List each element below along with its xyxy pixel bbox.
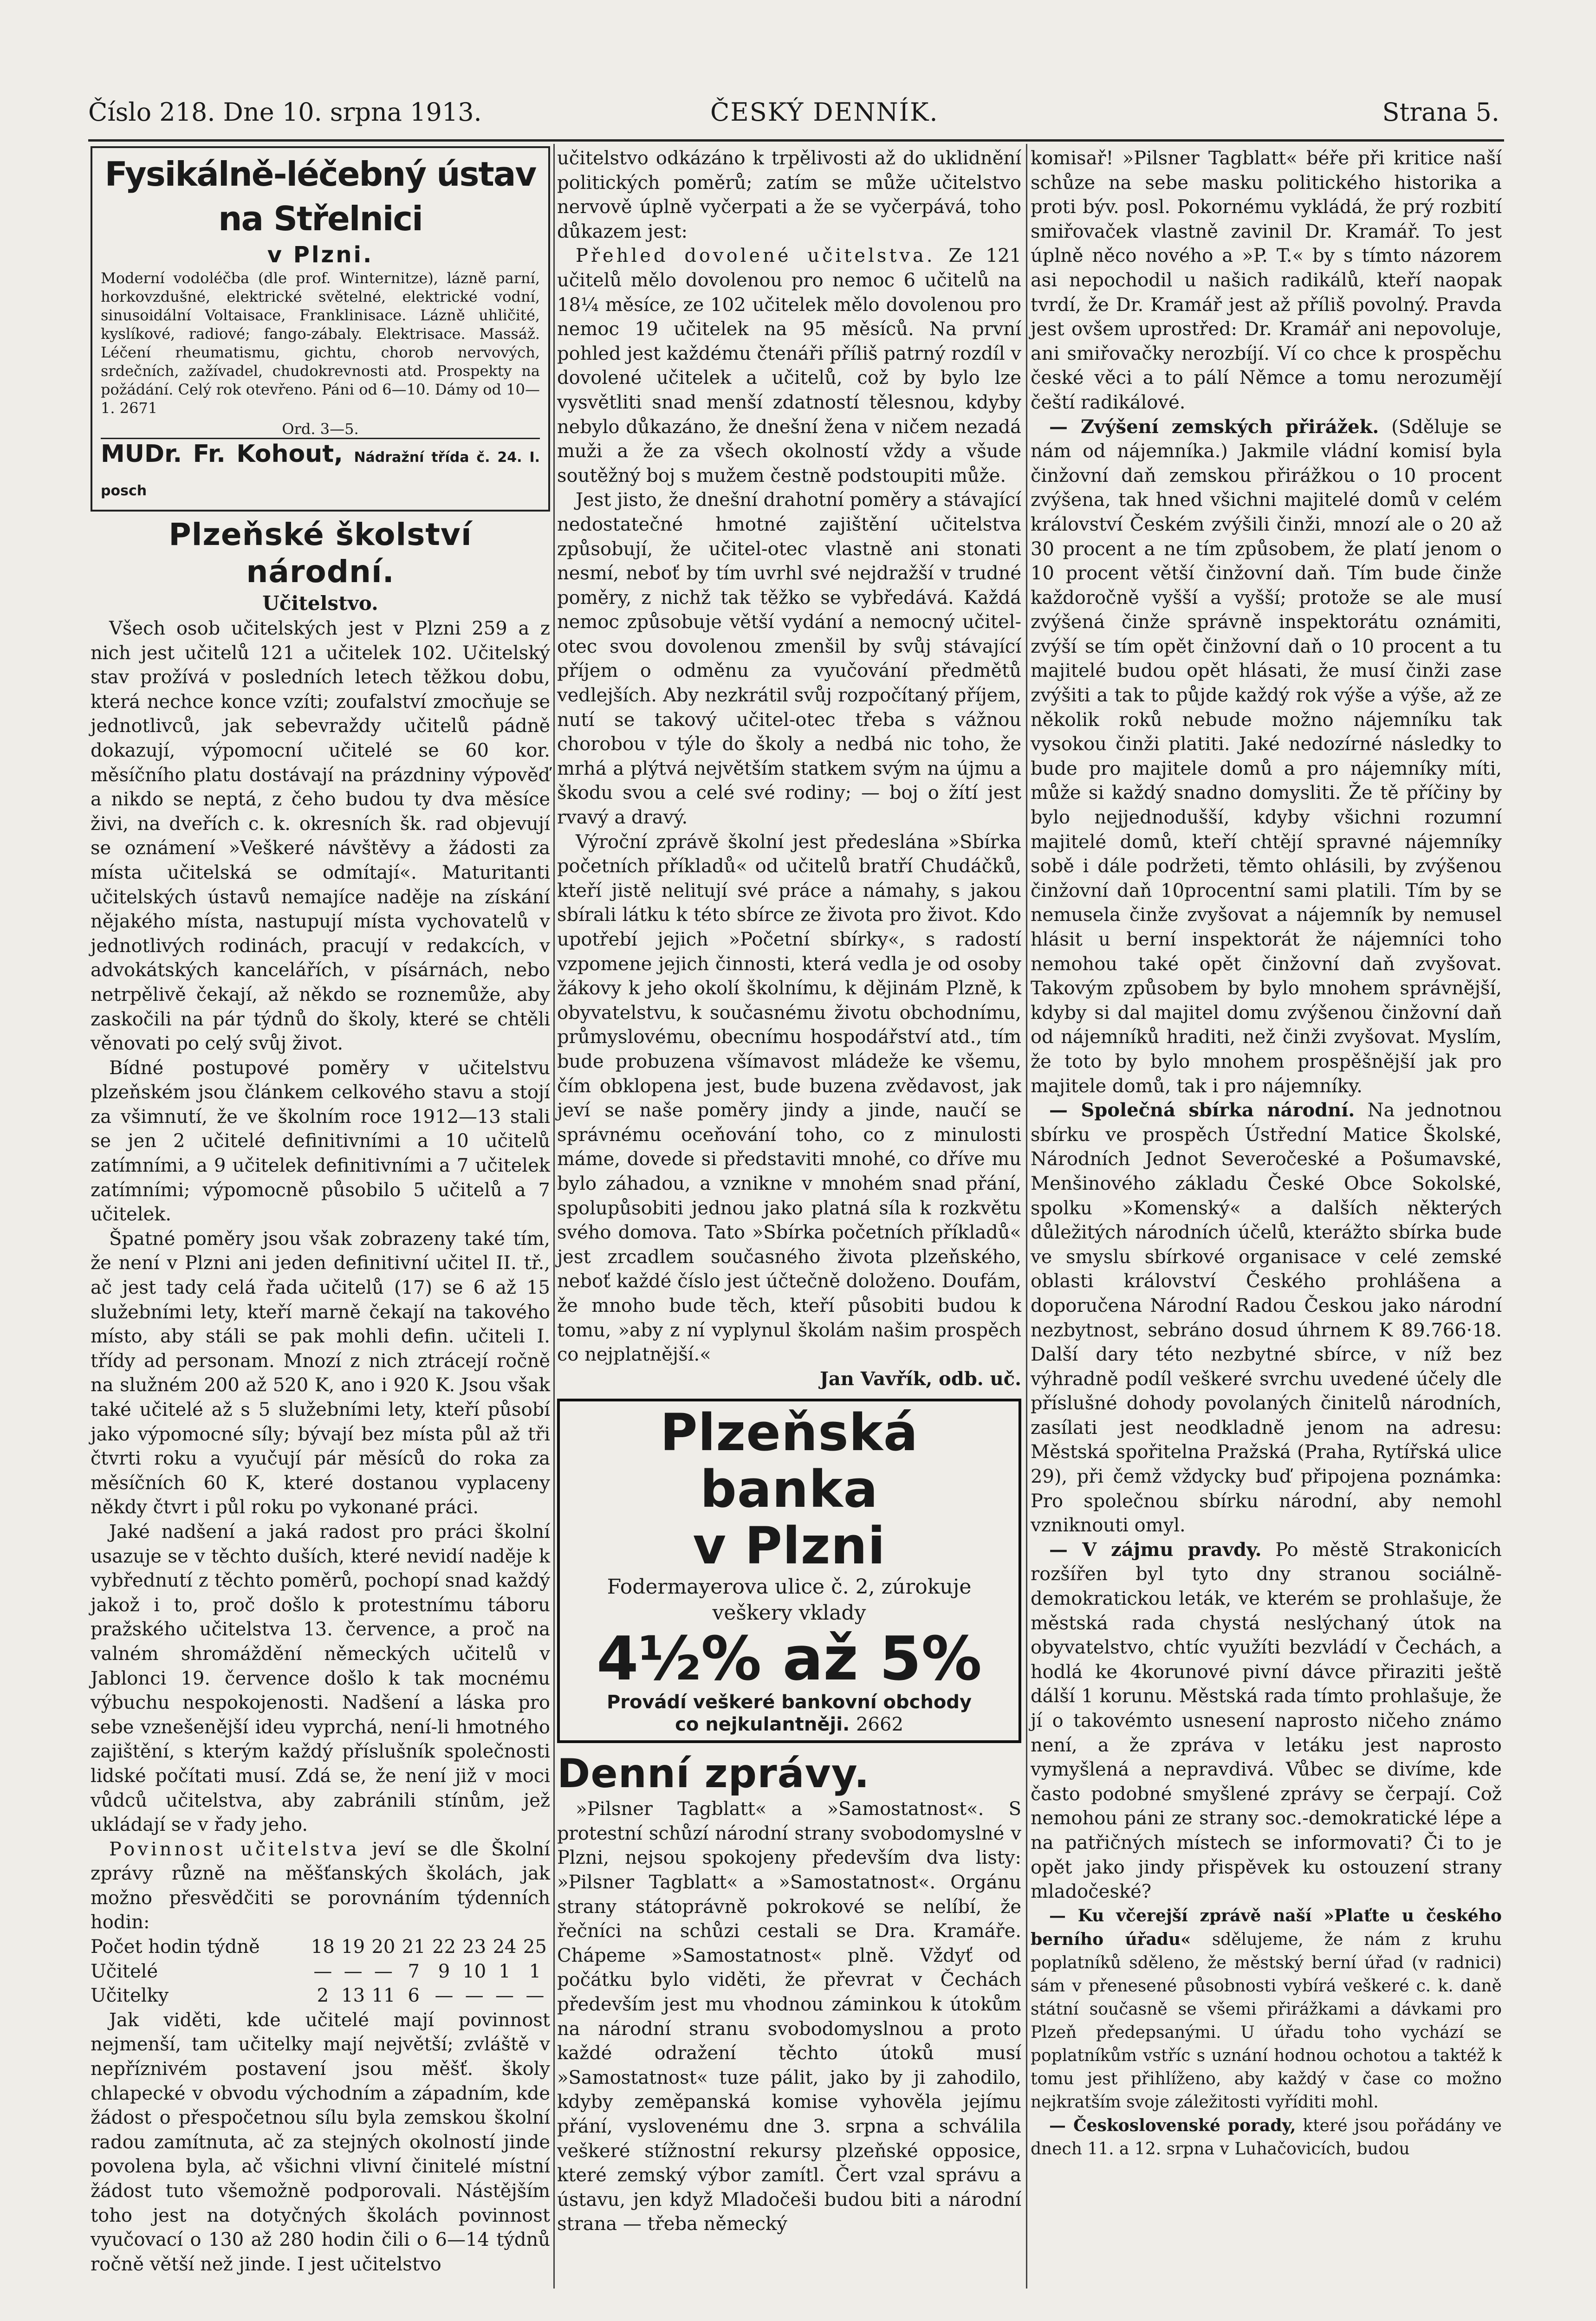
ad-title: Fysikálně-léčebný ústav na Střelnici — [104, 155, 536, 238]
column-2 — [557, 146, 1021, 2237]
bank-city: v Plzni — [693, 1516, 886, 1576]
bank-deposits: veškery vklady — [712, 1601, 866, 1625]
ad-hours: Ord. 3—5. — [282, 420, 359, 438]
section-title-news: Denní zprávy. — [557, 1750, 870, 1797]
section-subtitle: Učitelstvo. — [262, 592, 378, 615]
article-paragraph: Povinnost učitelstva jeví se dle Školní zprávy různě na měšťanských školách, jak možno přesvědčiti se porovnáním týdenních hodin: — [91, 1838, 551, 1933]
article-paragraph: — Společná sbírka národní. Na jednotnou sbírku ve prospěch Ústřední Matice Školské, Národních Jednot Severočeské a Pošumavské, Menšinového základu České Obce Sokolské, spolku »Komenský« a dalších některých důležitých národních účelů, kterážto sbírka bude ve smyslu sbírkové organisace v celé zemské oblasti království Českého prohlášena a doporučena Národní Radou Českou jako národní nezbytnost, sebráno dosud úhrnem K 89.766·18. Další dary této nezbytné sbírce, v níž bez výhradně podíl veškeré svrchu uvedené účely dle příslušné dohody povolaných činitelů národních, zasílati jest neodkladně jenom na adresu: Městská spořitelna Pražská (Praha, Rytířská ulice 29), při čemž vždycky buď připojena poznámka: Pro společnou sbírku národní, aby nemohl vzniknouti omyl. — [1031, 1099, 1502, 1537]
article-paragraph: — Československé porady, které jsou pořádány ve dnech 11. a 12. srpna v Luhačovicích, budou — [1031, 2115, 1502, 2159]
column-1 — [91, 146, 550, 2276]
article-paragraph: komisař! »Pilsner Tagblatt« béře při kritice naší schůze na sebe masku politického historika a proti býv. posl. Pokornému vykládá, že prý rozbití smiřovaček vlastně zavinil Dr. Kramář. To jest úplně něco nového a »P. T.« by s tímto názorem asi nepochodil u našich radikálů, kteří naopak tvrdí, že Dr. Kramář jest až příliš povolný. Pravda jest ovšem uprostřed: Dr. Kramář ani nepovoluje, ani smiřovačky nerozbíjí. Ví co chce k prospěchu české věci a to pálí Němce a tomu nerozumějí čeští radikálové. — [1031, 148, 1502, 413]
bank-services: Provádí veškeré bankovní obchody — [606, 1692, 972, 1713]
column-3 — [1031, 146, 1502, 2161]
newspaper-name: ČESKÝ DENNÍK. — [710, 97, 939, 127]
article-paragraph: Všech osob učitelských jest v Plzni 259 a z nich jest učitelů 121 a učitelek 102. Učitelský stav prožívá v posledních letech těžkou dobu, která nechce konce vzíti; zoufalství zmocňuje se jednotlivců, jak sebevraždy učitelů pádně dokazují, výpomocní učitelé se 60 kor. měsíčního platu dostávají na prázdniny výpověď a nikdo se neptá, z čeho budou ty dva měsíce živi, na dveřích c. k. okresních šk. rad objevují se oznámení »Veškeré návštěvy a žádosti za místa učitelská se odmítají«. Maturitanti učitelských ústavů nemajíce naděje na získání nějakého místa, nastupují místa vychovatelů v jednotlivých rodinách, pracují v redakcích, v advokátských kancelářích, v písárnách, nebo netrpělivě čekají, až někdo se roznemůže, aby zaskočili na pár týdnů do školy, které se chtěli věnovati po celý svůj život. — [91, 618, 550, 1055]
bank-address: Fodermayerova ulice č. 2, zúrokuje — [607, 1575, 972, 1599]
bank-title: Plzeňská banka — [660, 1403, 919, 1519]
article-paragraph: učitelstvo odkázáno k trpělivosti až do uklidnění politických poměrů; zatím se může učitelstvo nervově úplně vyčerpati a že se vyčerpává, toho důkazem jest: — [557, 148, 1021, 242]
spa-advertisement — [91, 146, 550, 512]
table-row: Učitelky 2 13 11 6 — — — — — [91, 1985, 545, 2007]
hours-table — [91, 1935, 550, 2008]
article-paragraph: Špatné poměry jsou však zobrazeny také tím, že není v Plzni ani jeden definitivní učitel II. tř., ač jest tady celá řada učitelů (17) se 6 až 15 služebními lety, kteří marně čekají na takového místo, aby stáli se pak mohli defin. učiteli I. třídy ad personam. Mnozí z nich ztrácejí ročně na služném 200 až 520 K, ano i 920 K. Jsou však také učitelé až s 5 služebními lety, kteří působí jako výpomocné síly; bývají bez místa půl až tři čtvrti roku a vyučují pár měsíců do roka za měsíčních 60 K, které dostanou vyplaceny někdy čtvrt i půl roku po vykonané práci. — [91, 1228, 550, 1518]
article-paragraph: — Zvýšení zemských přirážek. (Sděluje se nám od nájemníka.) Jakmile vládní komisí byla činžovní daň zemskou přirážkou o 10 procent zvýšena, tak hned všichni majitelé domů v celém království Českém zvýšili činži, mnozí ale o 20 až 30 procent a ne tím způsobem, že platí jenom o 10 procent větší činžovní daň. Tím bude činže každoročně vyšší a vyšší; protože se ale musí zvýšená činže správně inspektorátu oznámiti, zvýší se tím opět činžovní daň o 10 procent a tu majitelé budou opět hlásati, že musí činži zase zvýšiti a tak to půjde každý rok výše a výše, až ze několik roků nebude možno nájemníku tak vysokou činži platiti. Jaké nedozírné následky to bude pro majitele domů a pro nájemníky míti, může si každý snadno domysliti. Že tě příčiny by bylo nejjednodušší, kdyby všichni rozumní majitelé domů, kteří chtějí spravné nájemníky sobě i dále podržeti, těmto ohlásili, by zvýšenou činžovní daň 10procentní sami platili. Tím by se nemusela činže zvyšovat a nájemník by nemusel hlásit u berní inspektorát že nájemníci toho nemohou také opět činžovní daň zvyšovat. Takovým způsobem by bylo mnohem správnější, kdyby si dal majitel domu zvýšenou činžovní daň od nájemníků hraditi, než činži zvyšovat. Myslím, že toto by bylo mnohem prospěšnější jak pro majitele domů, tak i pro nájemníky. — [1031, 415, 1502, 1097]
column-rule-1 — [553, 144, 555, 2289]
ad-doctor: MUDr. Fr. Kohout, Nádražní třída č. 24. I. posch — [101, 438, 540, 506]
table-row: Počet hodin týdně 18 19 20 21 22 23 24 25 — [91, 1936, 547, 1958]
section-title-schools: Plzeňské školství národní. — [169, 517, 472, 590]
article-paragraph: Výroční zprávě školní jest předeslána »Sbírka početních příkladů« od učitelů bratří Chudáčků, kteří jistě nelitují své práce a námahy, s jakou sbírali látku k této sbírce ze života pro život. Kdo upotřebí jejich »Početní sbírky«, s radostí vzpomene jejich činnosti, která vedla je od osoby žákovy k jeho okolí školnímu, k dějinám Plzně, k obyvatelstvu, k současnému životu obchodnímu, průmyslovému, obecnímu hospodářství atd., tím bude probuzena všímavost mládeže ke všemu, čím obklopena jest, bude buzena zvědavost, jak jeví se naše poměry jindy a jinde, naučí se správnému oceňování toho, co z minulosti máme, dovede si představiti mnohé, co dříve mu bylo záhadou, a vznikne v mnohém snad přání, spolupůsobiti jednou jako platná síla k rozkvětu svého domova. Tato »Sbírka početních příkladů« jest zrcadlem současného života plzeňského, neboť každé číslo jest účtečně doloženo. Doufám, že mnoho bude těch, kteří působiti budou k tomu, »aby z ní vyplynul školám našim prospěch co nejplatnější.« — [557, 831, 1021, 1366]
page-number: Strana 5. — [1382, 97, 1499, 127]
article-signature: Jan Vavřík, odb. uč. — [819, 1368, 1021, 1390]
article-paragraph: Přehled dovolené učitelstva. Ze 121 učitelů mělo dovolenou pro nemoc 6 učitelů na 18¼ měsíce, ze 102 učitelek mělo dovolenou pro nemoc 19 učitelek na 95 měsíců. Na první pohled jest každému čtenáři příliš patrný rozdíl v dovolené učitelek a učitelů, což by bylo lze vysvětliti snad menší zdatností tělesnou, kdyby nebylo důkazáno, že dnešní žena v ničem nezadá muži a že za všech okolností vždy a všude soutěžný boj s mužem čestně podstoupiti může. — [557, 245, 1021, 486]
article-paragraph: — V zájmu pravdy. Po městě Strakonicích rozšířen byl tyto dny stranou sociálně-demokratickou leták, ve kterém se prohlašuje, že městská rada chystá neslýchaný útok na obyvatelstvo, chtíc využíti bezvládí v Čechách, a hodlá ke 4korunové pivní dávce přiraziti ještě dálší 1 korunu. Městská rada tímto prohlašuje, že jí o takovémto usnesení naprosto ničeho známo není, a že zpráva v letáku jest naprosto vymyšlená a nepravdivá. Vůbec se divíme, kde často podobné smyšlené zprávy se čerpají. Což nemohou páni ze strany soc.-demokratické lépe a na patřičných místech se informovati? Či to je opět jako jindy přispěvek ku ostouzení strany mladočeské? — [1031, 1538, 1502, 1903]
bank-services-2: co nejkulantněji. 2662 — [675, 1714, 903, 1736]
page-header — [88, 93, 1499, 135]
table-row: Učitelé — — — 7 9 10 1 1 — [91, 1960, 541, 1982]
article-paragraph: Jaké nadšení a jaká radost pro práci školní usazuje se v těchto duších, které nevidí naděje k vybřednutí z těchto poměrů, pochopí snad každý jakož i to, proč došlo k protestnímu táboru pražského učitelstva 13. července, a proč na valném shromáždění německých učitelů v Jablonci 19. července došlo k tak mocnému výbuchu nespokojenosti. Nadšení a láska pro sebe vznešenější ideu vyprchá, není-li hmotného zajištění, s kterým každý příslušník společnosti lidské počítati musí. Zdá se, že není již v moci vůdců učitelstva, aby zabránili stínům, jež ukládají se v řady jeho. — [91, 1521, 550, 1836]
article-paragraph: Jest jisto, že dnešní drahotní poměry a stávající nedostatečné hmotné zajištění učitelstva způsobují, že učitel-otec vlastně ani stonati nesmí, neboť by tím uvrhl své nejdražší v trudné poměry, z nichž tak těžko se vybředává. Každá nemoc způsobuje větší vydání a nemocný učitel-otec svou dovolenou zmenšil by svůj stávající příjem o odměnu za vyučování předmětů vedlejších. Aby nezkrátil svůj rozpočítaný příjem, nutí se takový učitel-otec třeba s vážnou chorobou v týle do školy a nedbá nic toho, že mrhá a plýtvá největším statkem svým na újmu a škodu svou a celé své rodiny; — boj o žítí jest rvavý a dravý. — [557, 489, 1021, 829]
article-paragraph: — Ku včerejší zprávě naší »Plaťte u českého berního úřadu« sdělujeme, že nám z kruhu poplatníků sděleno, že městský berní úřad (v radnici) sám v přenesené působnosti vybírá veškeré c. k. daně státní současně se všemi přirážkami a dávkami pro Plzeň předepsanými. U úřadu toho vychází se poplatníkům vstříc s uznání hodnou ochotou a taktéž k tomu jest přihlíženo, aby každý v čase co možno nejkratším svoje záležitosti vyříditi mohl. — [1031, 1906, 1502, 2112]
article-paragraph: »Pilsner Tagblatt« a »Samostatnost«. S protestní schůzí národní strany svobodomyslné v Plzni, nejsou spokojeny především dva listy: »Pilsner Tagblatt« a »Samostatnost«. Orgánu strany státoprávně pokrokové se nelíbí, že řečníci na schůzi cestali se Dra. Kramáře. Chápeme »Samostatnost« plně. Vždyť od počátku bylo viděti, že převrat v Čechách především jest mu vhodnou záminkou k útokům na národní stranu svobodomyslnou a proto každé odražení těchto útoků musí »Samostatnost« tuze pálit, jako by ji zahodilo, kdyby zeměpanská komise vyhověla jejímu přání, vyslovenému dne 3. srpna a schválila veškeré stížnostní rekursy plzeňské opposice, které zemský výbor zamítl. Čert vzal správu a ústavu, jen když Mladočeši budou biti a národní strana — třeba německý — [557, 1798, 1021, 2235]
column-rule-2 — [1026, 144, 1027, 2289]
bank-advertisement — [557, 1399, 1021, 1743]
bank-rate: 4½% až 5% — [597, 1623, 982, 1694]
issue-date: Číslo 218. Dne 10. srpna 1913. — [88, 97, 482, 127]
article-paragraph: Bídné postupové poměry v učitelstvu plzeňském jsou článkem celkového stavu a stojí za všimnutí, že ve školním roce 1912—13 stali se jen 2 učitelé definitivními a 10 učitelů zatímními, a 9 učitelek definitivními a 7 učitelek zatímními; výpomocně působilo 5 učitelů a 7 učitelek. — [91, 1057, 550, 1225]
ad-subtitle: v Plzni. — [267, 242, 374, 268]
article-paragraph: Jak viděti, kde učitelé mají povinnost nejmenší, tam učitelky mají největší; zvláště v nepříznivém postavení jsou měšť. školy chlapecké v obvodu východním a západním, kde žádost o přespočetnou sílu byla zemskou školní radou zamítnuta, ač za stejných okolností jinde povolena byla, ač všichni vlivní činitelé místní žádost tuto všemožně podporovali. Nástějším toho jest na dotyčných školách povinnost vyučovací o 130 až 280 hodin čili o 6—14 týdnů ročně větší než jinde. I jest učitelstvo — [91, 2009, 550, 2275]
ad-body: Moderní vodoléčba (dle prof. Winternitze), lázně parní, horkovzdušné, elektrické světelné, elektrické vodní, sinusoidální Voltaisace, Franklinisace. Lázně uhličité, kyslíkové, radiové; fango-zábaly. Elektrisace. Massáž. Léčení rheumatismu, gichtu, chorob nervových, srdečních, zažívadel, chudokrevnosti atd. Prospekty na požádání. Celý rok otevřeno. Páni od 6—10. Dámy od 10—1. 2671 — [101, 269, 540, 417]
header-rule — [88, 139, 1504, 142]
